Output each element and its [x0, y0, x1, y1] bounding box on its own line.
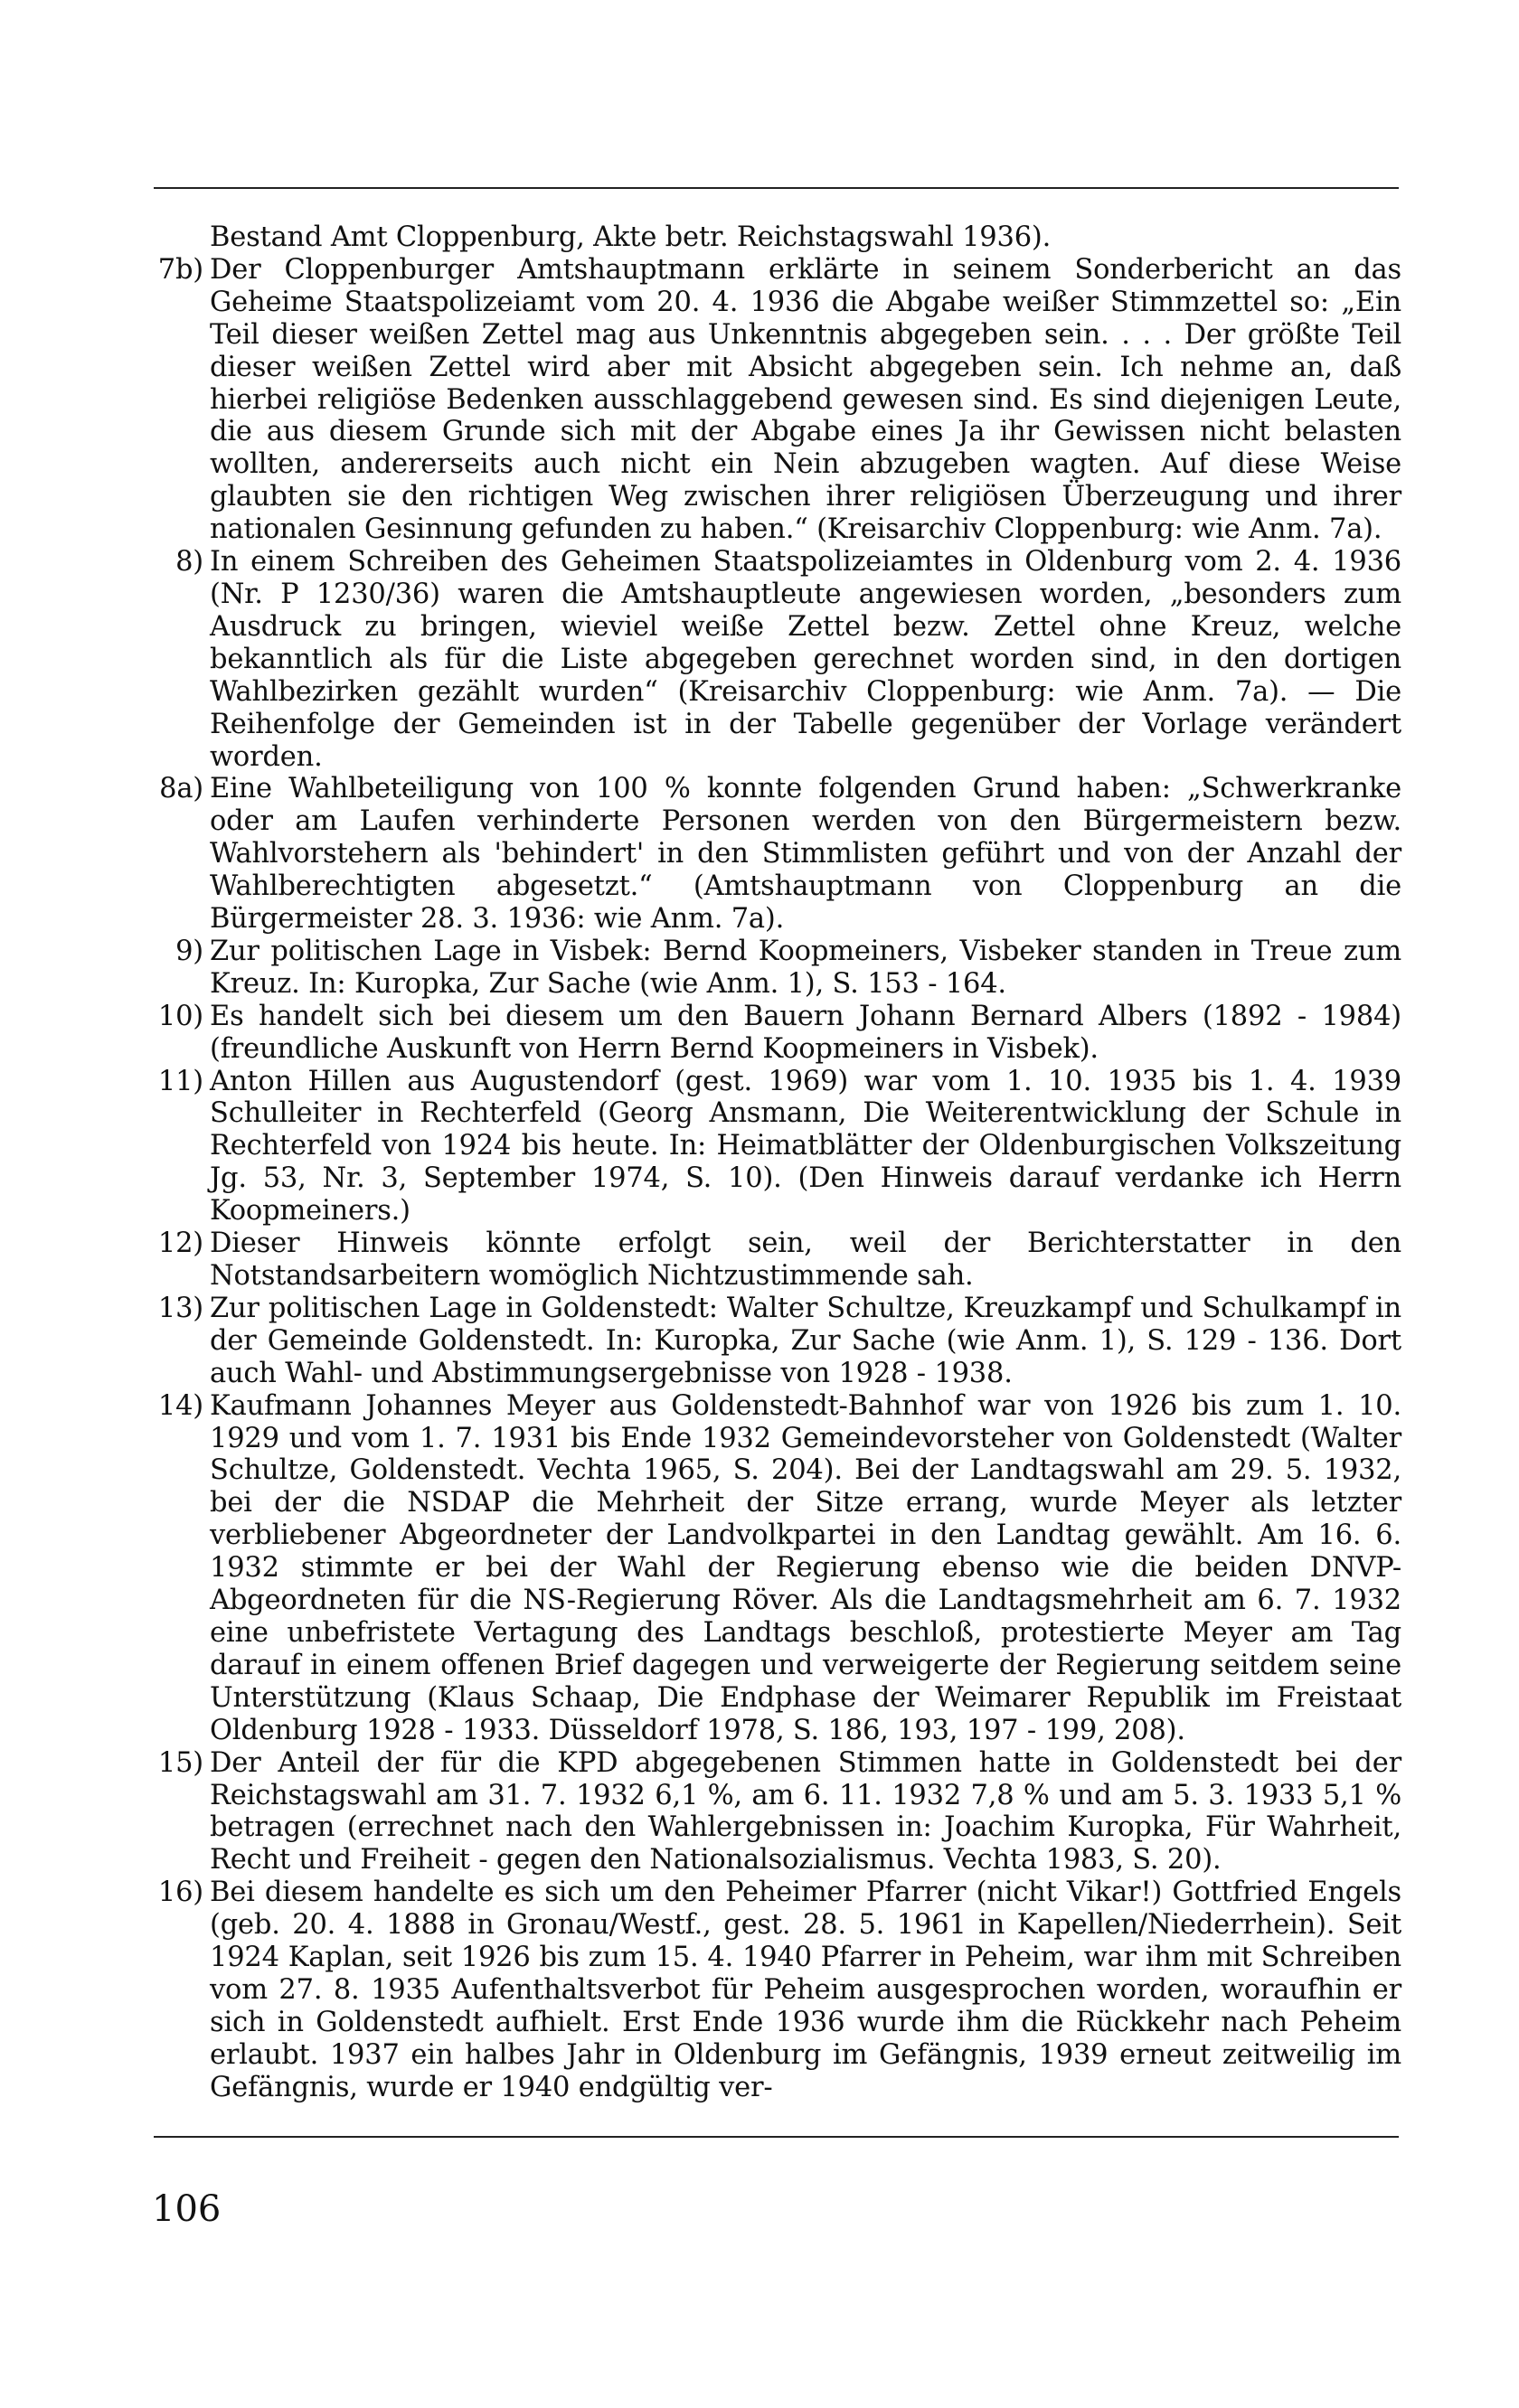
footnote-12 — [145, 1228, 1401, 1293]
footnote-text: Zur politischen Lage in Visbek: Bernd Koopmeiners, Visbeker standen in Treue zum Kreuz. In: Kuropka, Zur Sache (wie Anm. 1), S. 153 - 164. — [210, 935, 1401, 1000]
footnote-text: In einem Schreiben des Geheimen Staatspolizeiamtes in Oldenburg vom 2. 4. 1936 (Nr. P 1230/36) waren die Amtshauptleute angewiesen worden, „besonders zum Ausdruck zu bringen, wieviel weiße Zettel bezw. Zettel ohne Kreuz, welche bekanntlich als für die Liste abgegeben gerechnet worden sind, in den dortigen Wahlbezirken gezählt wurden“ (Kreisarchiv Cloppenburg: wie Anm. 7a). — Die Reihenfolge der Gemeinden ist in der Tabelle gegenüber der Vorlage verändert worden. — [210, 546, 1401, 773]
footnote-number: 14) — [157, 1389, 203, 1422]
footnote-number: 10) — [157, 1000, 203, 1032]
footnote-text: Kaufmann Johannes Meyer aus Goldenstedt-Bahnhof war von 1926 bis zum 1. 10. 1929 und vom 1. 7. 1931 bis Ende 1932 Gemeindevorsteher von Goldenstedt (Walter Schultze, Goldenstedt. Vechta 1965, S. 204). Bei der Landtagswahl am 29. 5. 1932, bei der die NSDAP die Mehrheit der Sitze errang, wurde Meyer als letzter verbliebener Abgeordneter der Landvolkpartei in den Landtag gewählt. Am 16. 6. 1932 stimmte er bei der Wahl der Regierung ebenso wie die beiden DNVP-Abgeordneten für die NS-Regierung Röver. Als die Landtagsmehrheit am 6. 7. 1932 eine unbefristete Vertagung des Landtags beschloß, protestierte Meyer am Tag darauf in einem offenen Brief dagegen und verweigerte der Regierung seitdem seine Unterstützung (Klaus Schaap, Die Endphase der Weimarer Republik im Freistaat Oldenburg 1928 - 1933. Düsseldorf 1978, S. 186, 193, 197 - 199, 208). — [210, 1389, 1401, 1746]
footnote-number: 7b) — [157, 253, 203, 286]
footnote-11 — [145, 1066, 1401, 1228]
footnote-text: Bei diesem handelte es sich um den Peheimer Pfarrer (nicht Vikar!) Gottfried Engels (geb. 20. 4. 1888 in Gronau/Westf., gest. 28. 5. 1961 in Kapellen/Niederrhein). Seit 1924 Kaplan, seit 1926 bis zum 15. 4. 1940 Pfarrer in Peheim, war ihm mit Schreiben vom 27. 8. 1935 Aufenthaltsverbot für Peheim ausgesprochen worden, woraufhin er sich in Goldenstedt aufhielt. Erst Ende 1936 wurde ihm die Rückkehr nach Peheim erlaubt. 1937 ein halbes Jahr in Oldenburg im Gefängnis, 1939 erneut zeitweilig im Gefängnis, wurde er 1940 endgültig ver- — [210, 1877, 1401, 2103]
footnote-text: Der Anteil der für die KPD abgegebenen Stimmen hatte in Goldenstedt bei der Reichstagswahl am 31. 7. 1932 6,1 %, am 6. 11. 1932 7,8 % und am 5. 3. 1933 5,1 % betragen (errechnet nach den Wahlergebnissen in: Joachim Kuropka, Für Wahrheit, Recht und Freiheit - gegen den Nationalsozialismus. Vechta 1983, S. 20). — [210, 1746, 1401, 1877]
footnote-number: 8a) — [159, 773, 203, 805]
footnote-number: 11) — [157, 1065, 203, 1097]
footnote-13 — [145, 1293, 1401, 1390]
footnote-text: Zur politischen Lage in Goldenstedt: Walter Schultze, Kreuzkampf und Schulkampf in der Gemeinde Goldenstedt. In: Kuropka, Zur Sache (wie Anm. 1), S. 129 - 136. Dort auch Wahl- und Abstimmungsergebnisse von 1928 - 1938. — [210, 1292, 1401, 1389]
footnote-text: Bestand Amt Cloppenburg, Akte betr. Reichstagswahl 1936). — [210, 221, 1052, 253]
footnotes — [145, 221, 1401, 2104]
bottom-rule — [154, 2136, 1399, 2138]
footnote-7b — [145, 254, 1401, 546]
footnote-15 — [145, 1747, 1401, 1877]
footnote-9 — [145, 936, 1401, 1001]
footnote-8a — [145, 773, 1401, 936]
footnote-continuation — [145, 221, 1401, 254]
footnote-10 — [145, 1001, 1401, 1066]
footnote-text: Es handelt sich bei diesem um den Bauern Johann Bernard Albers (1892 - 1984) (freundliche Auskunft von Herrn Bernd Koopmeiners in Visbek). — [210, 1000, 1401, 1065]
footnote-number: 8) — [175, 546, 203, 578]
footnote-text: Eine Wahlbeteiligung von 100 % konnte folgenden Grund haben: „Schwerkranke oder am Laufen verhinderte Personen werden von den Bürgermeistern bezw. Wahlvorstehern als 'behindert' in den Stimmlisten geführt und von der Anzahl der Wahlberechtigten abgesetzt.“ (Amtshauptmann von Cloppenburg an die Bürgermeister 28. 3. 1936: wie Anm. 7a). — [210, 773, 1401, 936]
footnote-number: 15) — [157, 1746, 203, 1779]
top-rule — [154, 187, 1399, 189]
footnote-text: Dieser Hinweis könnte erfolgt sein, weil der Berichterstatter in den Notstandsarbeitern womöglich Nichtzustimmende sah. — [210, 1228, 1401, 1292]
footnote-text: Der Cloppenburger Amtshauptmann erklärte in seinem Sonderbericht an das Geheime Staatspolizeiamt vom 20. 4. 1936 die Abgabe weißer Stimmzettel so: „Ein Teil dieser weißen Zettel mag aus Unkenntnis abgegeben sein. . . . Der größte Teil dieser weißen Zettel wird aber mit Absicht abgegeben sein. Ich nehme an, daß hierbei religiöse Bedenken ausschlaggebend gewesen sind. Es sind diejenigen Leute, die aus diesem Grunde sich mit der Abgabe eines Ja ihr Gewissen nicht belasten wollten, andererseits auch nicht ein Nein abzugeben wagten. Auf diese Weise glaubten sie den richtigen Weg zwischen ihrer religiösen Überzeugung und ihrer nationalen Gesinnung gefunden zu haben.“ (Kreisarchiv Cloppenburg: wie Anm. 7a). — [210, 253, 1401, 546]
footnote-14 — [145, 1390, 1401, 1747]
footnote-16 — [145, 1877, 1401, 2103]
footnote-text: Anton Hillen aus Augustendorf (gest. 1969) war vom 1. 10. 1935 bis 1. 4. 1939 Schulleiter in Rechterfeld (Georg Ansmann, Die Weiterentwicklung der Schule in Rechterfeld von 1924 bis heute. In: Heimatblätter der Oldenburgischen Volkszeitung Jg. 53, Nr. 3, September 1974, S. 10). (Den Hinweis darauf verdanke ich Herrn Koopmeiners.) — [210, 1065, 1401, 1228]
footnote-number: 9) — [175, 935, 203, 967]
footnote-8 — [145, 546, 1401, 773]
page-number: 106 — [152, 2188, 222, 2230]
footnote-number: 13) — [157, 1292, 203, 1324]
footnote-number: 16) — [157, 1877, 203, 1909]
footnote-number: 12) — [157, 1228, 203, 1260]
